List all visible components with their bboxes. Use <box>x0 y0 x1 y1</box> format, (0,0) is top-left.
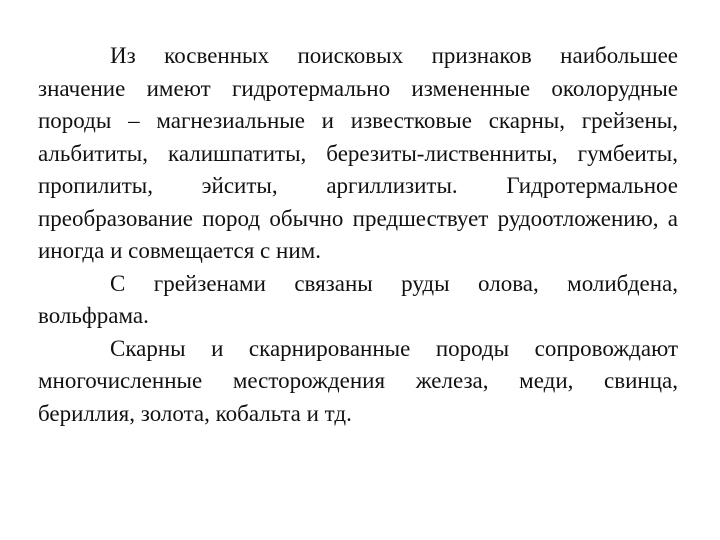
paragraph-skarns: Скарны и скарнированные породы сопровождают многочисленные месторождения железа, меди, свинца, бериллия, золота, кобальта и тд. <box>38 335 678 426</box>
paragraph-greisens: С грейзенами связаны руды олова, молибдена, вольфрама. <box>38 270 678 328</box>
paragraph-hydrothermal: Из косвенных поисковых признаков наибольшее значение имеют гидротермально измененные околорудные породы – магнезиальные и известковые скарны, грейзены, альбититы, калишпатиты, березиты-лиственниты, гумбеиты, пропилиты, эйситы, аргиллизиты. Гидротермальное преобразование пород обычно предшествует рудоотложению, а иногда и совмещается с ним. <box>38 43 678 263</box>
body-text <box>38 40 678 430</box>
